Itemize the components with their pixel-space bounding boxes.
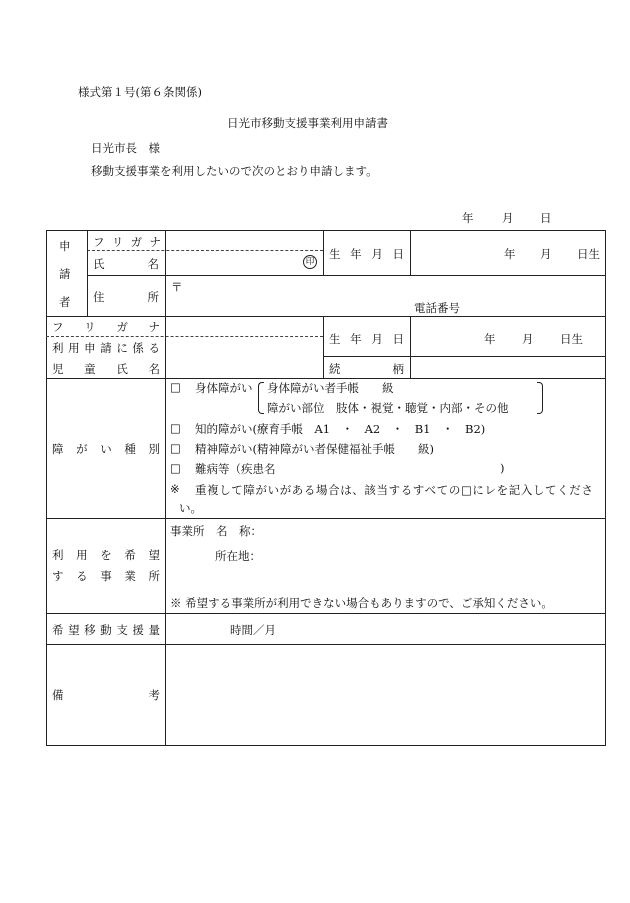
label-char: 名	[147, 257, 159, 271]
label-char: 住	[93, 290, 105, 304]
applicant-birth-month: 月	[540, 247, 552, 261]
divider-applicant-bottom	[46, 316, 606, 317]
label-char: 日	[392, 332, 404, 346]
label-char: 日	[392, 247, 404, 261]
label-char: 所	[147, 290, 159, 304]
dash-child-furigana	[46, 336, 323, 337]
child-value-divider	[165, 316, 166, 378]
label-char: を	[100, 548, 112, 562]
intellectual-checkbox[interactable]: □	[170, 421, 181, 435]
provider-note: ※ 希望する事業所が利用できない場合もありますので、ご承知ください。	[170, 596, 553, 610]
brace-right	[537, 382, 543, 414]
label-char: 望	[148, 548, 160, 562]
postal-mark: 〒	[171, 280, 183, 294]
child-label-line1	[52, 340, 160, 356]
lower-label-divider	[165, 378, 166, 745]
child-furigana-label	[52, 319, 160, 335]
mental-checkbox[interactable]: □	[170, 441, 181, 455]
label-char: 備	[52, 688, 64, 702]
label-char: 移	[84, 623, 96, 637]
child-birth-day: 日生	[560, 332, 583, 346]
label-char: 種	[124, 442, 136, 456]
label-char: 係	[132, 341, 144, 355]
label-char: に	[116, 341, 128, 355]
label-char: 業	[124, 569, 136, 583]
label-char: 利	[52, 548, 64, 562]
form-number: 様式第１号(第６条関係)	[78, 85, 202, 99]
intractable-label: 難病等（疾患名	[195, 462, 276, 476]
applicant-birth-day: 日生	[577, 247, 600, 261]
amount-unit: 時間／月	[230, 623, 276, 637]
label-char: リ	[111, 235, 124, 249]
addressee: 日光市長 様	[91, 141, 160, 155]
label-char: 希	[124, 548, 136, 562]
mental-label: 精神障がい(精神障がい者保健福祉手帳 級)	[195, 442, 434, 456]
disability-label	[52, 441, 160, 457]
frame-right	[605, 230, 606, 746]
label-char: 支	[116, 623, 128, 637]
label-char: ガ	[130, 235, 143, 249]
applicant-name-label	[93, 256, 159, 272]
provider-name-label: 事業所 名 称：	[170, 524, 262, 538]
applicant-label-char: 申	[59, 239, 71, 253]
applicant-birth-year: 年	[504, 247, 516, 261]
note-line-2: い。	[179, 501, 202, 515]
intractable-close: )	[500, 461, 505, 475]
label-char: 申	[84, 341, 96, 355]
label-char: 年	[350, 332, 362, 346]
label-char: 月	[371, 332, 383, 346]
label-char: 利	[52, 341, 64, 355]
label-char: が	[76, 442, 88, 456]
intractable-checkbox[interactable]: □	[170, 461, 181, 475]
applicant-label-char: 請	[59, 267, 71, 281]
applicant-furigana-label	[93, 234, 161, 250]
frame-bottom	[46, 745, 606, 746]
label-char: 障	[52, 442, 64, 456]
note-mark: ※	[170, 482, 180, 496]
label-char: ナ	[149, 235, 161, 249]
phone-label: 電話番号	[414, 301, 460, 315]
label-char: ガ	[116, 320, 128, 334]
amount-label	[52, 622, 160, 638]
label-char: 所	[148, 569, 160, 583]
child-birth-divider-left	[323, 316, 324, 378]
label-char: 氏	[116, 362, 128, 376]
label-char: 希	[52, 623, 64, 637]
date-month-label: 月	[502, 211, 514, 225]
child-birth-year: 年	[484, 332, 496, 346]
note-line-1: 重複して障がいがある場合は、該当するすべての□にレを記入してくださ	[195, 483, 594, 497]
applicant-label-divider	[87, 230, 88, 316]
child-label-line2	[52, 361, 160, 377]
divider-child-bottom	[46, 378, 606, 379]
child-birth-label	[329, 331, 404, 347]
label-char: 月	[371, 247, 383, 261]
label-char: 用	[68, 341, 80, 355]
provider-label-line1	[52, 547, 160, 563]
label-char: 名	[148, 362, 160, 376]
child-birth-month: 月	[522, 332, 534, 346]
page-title: 日光市移動支援事業利用申請書	[227, 116, 388, 130]
label-char: い	[100, 442, 112, 456]
seal-mark: 印	[303, 255, 317, 269]
divider-provider-bottom	[46, 613, 606, 614]
label-char: 請	[100, 341, 112, 355]
label-char: 柄	[392, 362, 404, 376]
intellectual-label: 知的障がい(療育手帳 A1 ・ A2 ・ B1 ・ B2)	[195, 422, 486, 436]
label-char: す	[52, 569, 64, 583]
dash-furigana	[87, 250, 323, 251]
label-char: フ	[52, 320, 64, 334]
applicant-address-label	[93, 289, 159, 305]
physical-checkbox[interactable]: □	[170, 380, 181, 394]
provider-location-label: 所在地：	[215, 549, 261, 563]
label-char: 動	[100, 623, 112, 637]
label-char: 望	[68, 623, 80, 637]
date-day-label: 日	[540, 211, 552, 225]
label-char: 続	[329, 362, 341, 376]
label-char: リ	[84, 320, 96, 334]
label-char: 別	[148, 442, 160, 456]
divider-amount-bottom	[46, 644, 606, 645]
divider-child-birth-bottom	[323, 356, 605, 357]
applicant-birth-divider-right	[410, 230, 411, 276]
intro-text: 移動支援事業を利用したいので次のとおり申請します。	[91, 164, 378, 178]
physical-label: 身体障がい	[195, 381, 253, 395]
label-char: 児	[52, 362, 64, 376]
frame-left	[46, 230, 47, 746]
label-char: 生	[329, 332, 341, 346]
physical-site: 障がい部位 肢体・視覚・聴覚・内部・その他	[267, 401, 509, 415]
date-year-label: 年	[462, 211, 474, 225]
label-char: 援	[132, 623, 144, 637]
label-char: 童	[84, 362, 96, 376]
label-char: る	[76, 569, 88, 583]
frame-top	[46, 230, 606, 231]
label-char: 事	[100, 569, 112, 583]
label-char: 量	[148, 623, 160, 637]
label-char: 氏	[93, 257, 105, 271]
remarks-label	[52, 687, 160, 703]
physical-notebook: 身体障がい者手帳 級	[267, 381, 394, 395]
label-char: 考	[148, 688, 160, 702]
label-char: る	[148, 341, 160, 355]
applicant-birth-label	[329, 246, 404, 262]
label-char: ナ	[148, 320, 160, 334]
label-char: 用	[76, 548, 88, 562]
applicant-label-char: 者	[59, 295, 71, 309]
label-char: 年	[350, 247, 362, 261]
applicant-value-divider	[165, 230, 166, 316]
divider-disability-bottom	[46, 518, 606, 519]
child-relation-label	[329, 361, 404, 377]
brace-left	[258, 382, 264, 414]
label-char: フ	[93, 235, 105, 249]
application-form-table	[46, 230, 606, 745]
applicant-birth-divider-left	[323, 230, 324, 276]
child-birth-divider-right	[410, 316, 411, 378]
label-char: 生	[329, 247, 341, 261]
provider-label-line2	[52, 568, 160, 584]
